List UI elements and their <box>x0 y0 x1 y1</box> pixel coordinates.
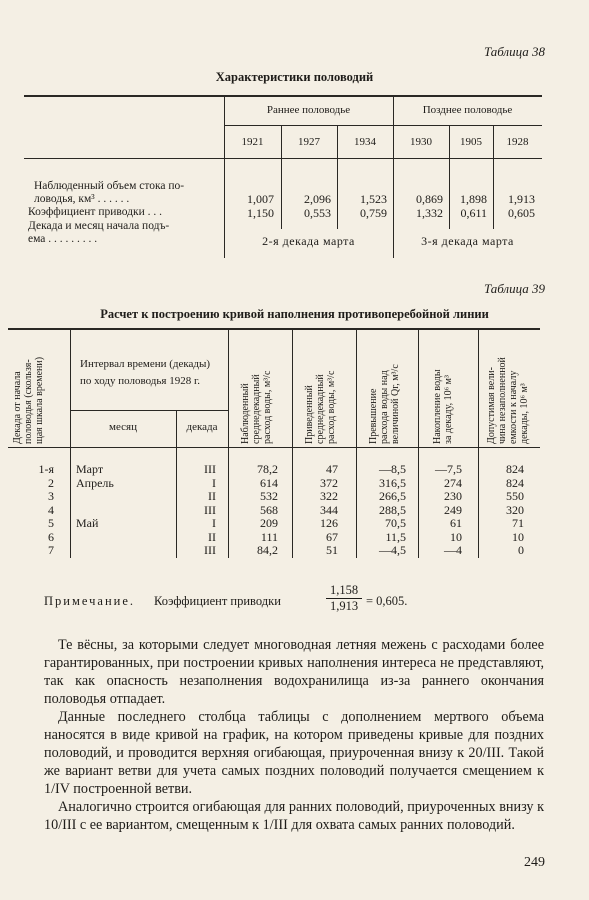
table39-cell: 266,5 <box>379 489 406 503</box>
table39-cell: —4 <box>444 543 462 557</box>
table38-group-late: Позднее половодье <box>422 104 513 116</box>
table38-year: 1921 <box>241 136 264 148</box>
table38-cell: 3-я декада марта <box>421 234 514 248</box>
table39-cell: 320 <box>506 502 524 517</box>
table39-cell: 78,2 <box>257 462 278 476</box>
table39-cell: I <box>212 516 216 530</box>
table39-cell: Май <box>76 516 99 530</box>
table39-col-header: Допустимая вели- чина незаполненной емкости к началу декады, 10⁶ м³ <box>486 357 530 444</box>
table38-group-early: Раннее половодье <box>266 104 351 116</box>
table39-cell: 11,5 <box>385 529 406 544</box>
table39-cell: 0 <box>518 543 524 557</box>
table38-cell: 1,332 <box>416 206 443 220</box>
table39-cell: —8,5 <box>379 462 406 476</box>
table38-cell: 1,007 <box>247 192 274 206</box>
table39-cell: 288,5 <box>379 502 406 517</box>
table38-cell: 1,150 <box>247 206 274 220</box>
table39-cell: —4,5 <box>379 543 406 557</box>
table39-cell: 614 <box>260 475 278 490</box>
table38-year: 1930 <box>410 136 432 148</box>
table38-cell: 0,611 <box>460 206 487 220</box>
table39-cell: —7,5 <box>435 462 462 476</box>
table39-cell: 824 <box>506 475 524 490</box>
table39-cell: 47 <box>326 462 338 476</box>
table38-group-rule <box>224 125 542 126</box>
table39-cell: 209 <box>260 516 278 530</box>
table39-cell: 322 <box>320 489 338 503</box>
table38-number: Таблица 38 <box>483 44 545 59</box>
page-number: 249 <box>524 855 545 870</box>
table38-top-rule <box>24 95 542 97</box>
table38-cell: 1,523 <box>360 192 387 206</box>
table38-cell: 0,553 <box>304 206 331 220</box>
table39-header-rule <box>8 447 540 448</box>
table39-cell: 249 <box>444 502 462 517</box>
table39-cell: 274 <box>444 475 462 490</box>
table39-cell: 550 <box>506 489 524 503</box>
table39-col-header: Приведенный среднедекадный расход воды, м³/с <box>304 370 337 444</box>
table39-cell: 372 <box>320 475 338 490</box>
table39-cell: 71 <box>512 516 524 530</box>
table38-cell: 0,759 <box>360 206 387 220</box>
table39-sub-rule <box>70 410 228 411</box>
table39-cell: 344 <box>320 502 338 517</box>
row-decade-number: 6 <box>48 529 54 544</box>
table39-cell: 824 <box>506 462 524 476</box>
row-decade-number: 5 <box>48 516 54 530</box>
table39-cell: 230 <box>444 489 462 503</box>
table39-col-header: декада <box>186 421 218 433</box>
table39-cell: 568 <box>260 502 278 517</box>
table39-divider <box>70 328 71 558</box>
table39-cell: III <box>204 543 216 557</box>
table39-title: Расчет к построению кривой наполнения противоперебойной линии <box>100 307 489 321</box>
table39-cell: 70,5 <box>385 516 406 530</box>
table39-cell: III <box>204 502 216 517</box>
table39-cell: 111 <box>260 529 278 544</box>
table38-year: 1928 <box>506 136 529 148</box>
table38-year: 1927 <box>298 136 320 148</box>
paragraph: Аналогично строится огибающая для ранних половодий, приуроченных внизу к 10/III с ее вариантом, смещенным к 1/III для охвата самых ранних половодий. <box>44 799 544 833</box>
note-label: Примечание. <box>44 594 136 608</box>
table38-row-label: Коэффициент приводки . . . <box>28 206 162 218</box>
table39-col-header: месяц <box>109 421 137 433</box>
table39-cell: 61 <box>450 516 462 530</box>
table39-cell: 316,5 <box>379 475 406 490</box>
table39-cell: 10 <box>450 529 462 544</box>
table39-cell: Апрель <box>76 475 114 490</box>
table39-cell: II <box>208 529 216 544</box>
table38-cell: 1,898 <box>460 192 487 206</box>
table38-year: 1934 <box>354 136 376 148</box>
table38-cell: 2,096 <box>304 192 331 206</box>
table38-cell: 1,913 <box>508 192 535 206</box>
note-result: = 0,605. <box>366 594 408 608</box>
row-decade-number: 7 <box>48 543 54 557</box>
note-numerator: 1,158 <box>326 583 362 599</box>
row-decade-number: 3 <box>48 489 54 503</box>
table38-cell: 2-я декада марта <box>262 234 355 248</box>
paragraph: Те вёсны, за которыми следует многоводная летняя межень с расходами более гарантированных, при построении кривых наполнения интереса не представляют, так как опасность незаполнения водохранилища из-за раннего окончания половодья отпадает. <box>44 637 544 707</box>
paragraph: Данные последнего столбца таблицы с дополнением мертвого объема наносятся в виде кривой на график, на котором приведены кривые для поздних половодий, и проводится верхняя огибающая, приуроченная внизу к 20/III. Такой же вариант ветви для учета самых поздних половодий получается смещением к 1/IV построенной ветви. <box>44 709 544 797</box>
note-denominator: 1,913 <box>329 599 359 613</box>
table39-col-header: Декада от начала половодья (скользя- щая шкала времени) <box>12 356 45 444</box>
row-decade-number: 1-я <box>38 462 54 476</box>
table39-cell: 10 <box>512 529 524 544</box>
row-decade-number: 4 <box>48 502 54 517</box>
table39-cell: 67 <box>326 529 338 544</box>
table38-row-label: Декада и месяц начала подъ- ема . . . . . . . . . <box>28 220 170 245</box>
row-decade-number: 2 <box>48 475 54 490</box>
table39-cell: Март <box>76 462 104 476</box>
note-text: Коэффициент приводки <box>154 594 281 608</box>
table39-cell: 126 <box>320 516 338 530</box>
table39-cell: I <box>212 475 216 490</box>
table38-title: Характеристики половодий <box>215 70 374 84</box>
table38-header-rule <box>24 158 542 159</box>
table39-top-rule <box>8 328 540 330</box>
table39-col-header: Интервал времени (декады) по ходу половодья 1928 г. <box>80 358 211 387</box>
table39-col-header: Накопление воды за декаду, 10⁶ м³ <box>432 369 454 444</box>
table39-cell: 532 <box>260 489 278 503</box>
table39-col-header: Превышение расхода воды над величиной Qг, м³/с <box>368 364 401 444</box>
table39-cell: III <box>204 462 216 476</box>
table39-number: Таблица 39 <box>483 281 545 296</box>
table38-year: 1905 <box>460 136 482 148</box>
table39-cell: 51 <box>326 543 338 557</box>
table38-cell: 0,605 <box>508 206 535 220</box>
table39-col-header: Наблюденный среднедекадный расход воды, м³/с <box>240 370 273 444</box>
table39-cell: 84,2 <box>257 543 278 557</box>
table38-cell: 0,869 <box>416 192 443 206</box>
table39-cell: II <box>208 489 216 503</box>
table38-row-label: Наблюденный объем стока по- ловодья, км³ . . . . . . <box>34 180 185 205</box>
